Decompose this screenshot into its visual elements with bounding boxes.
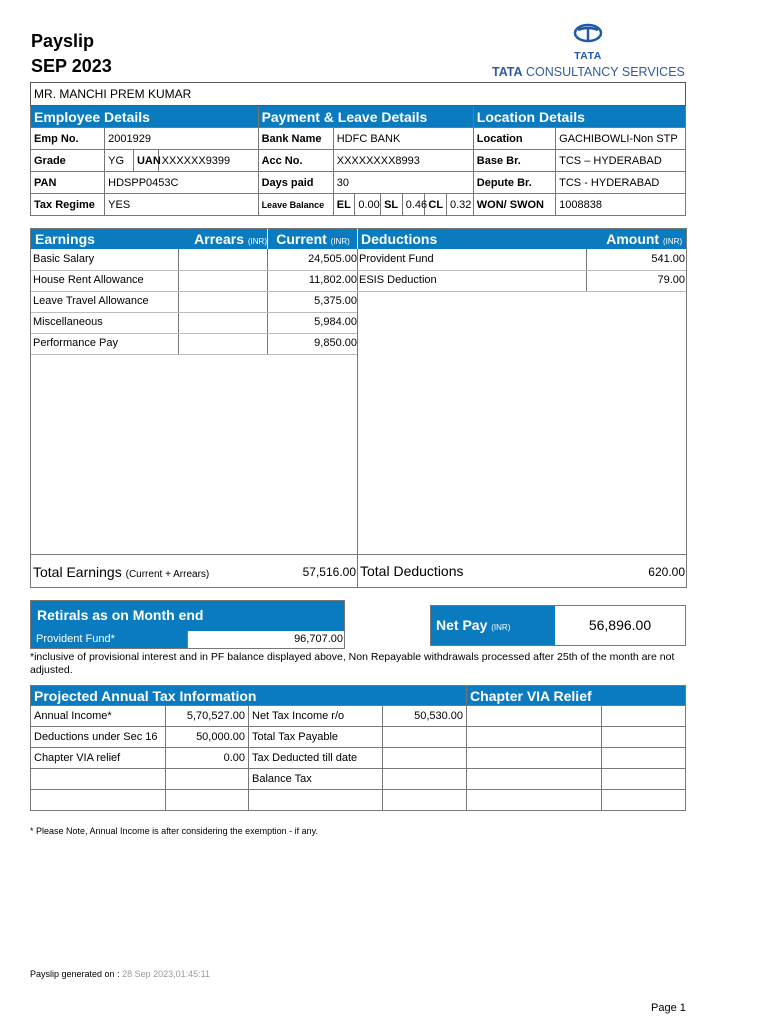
emp-no-value: 2001929 bbox=[105, 128, 258, 150]
employee-details-table bbox=[30, 82, 686, 216]
pan-label: PAN bbox=[31, 172, 105, 194]
el-value: 0.00 bbox=[355, 194, 381, 216]
page-number: Page 1 bbox=[651, 1002, 686, 1014]
employee-details-header: Employee Details bbox=[31, 106, 259, 128]
pan-value: HDSPP0453C bbox=[105, 172, 258, 194]
earning-row: House Rent Allowance 11,802.00 bbox=[33, 274, 357, 286]
earning-row: Performance Pay 9,850.00 bbox=[33, 337, 357, 349]
tax-info-table bbox=[30, 685, 686, 811]
base-branch-label: Base Br. bbox=[473, 150, 555, 172]
leave-balance-label: Leave Balance bbox=[258, 194, 333, 216]
deductions-header: Deductions bbox=[357, 229, 594, 249]
tax-row: Annual Income* 5,70,527.00 Net Tax Income r/o 50,530.00 bbox=[31, 706, 686, 727]
tax-regime-label: Tax Regime bbox=[31, 194, 105, 216]
tax-info-header: Projected Annual Tax Information bbox=[31, 686, 467, 706]
tax-row: Balance Tax bbox=[31, 769, 686, 790]
net-pay-label: Net Pay (INR) bbox=[431, 606, 555, 645]
tax-row: Chapter VIA relief 0.00 Tax Deducted till date bbox=[31, 748, 686, 769]
generated-timestamp: 28 Sep 2023,01:45:11 bbox=[122, 969, 210, 979]
uan-label: UAN bbox=[133, 150, 158, 172]
chapter-via-header: Chapter VIA Relief bbox=[467, 686, 686, 706]
grade-value: YG bbox=[105, 150, 134, 172]
generated-on: Payslip generated on : 28 Sep 2023,01:45:11 bbox=[30, 969, 210, 979]
tax-row: Deductions under Sec 16 50,000.00 Total Tax Payable bbox=[31, 727, 686, 748]
cl-label: CL bbox=[425, 194, 447, 216]
deduction-row: ESIS Deduction 79.00 bbox=[359, 274, 685, 286]
base-branch-value: TCS – HYDERABAD bbox=[556, 150, 686, 172]
earnings-header: Earnings bbox=[31, 229, 182, 249]
location-label: Location bbox=[473, 128, 555, 150]
won-swon-label: WON/ SWON bbox=[473, 194, 555, 216]
tax-regime-value: YES bbox=[105, 194, 258, 216]
deduction-row: Provident Fund 541.00 bbox=[359, 253, 685, 265]
payslip-period: SEP 2023 bbox=[31, 56, 112, 76]
employee-name: MR. MANCHI PREM KUMAR bbox=[31, 83, 686, 106]
earning-row: Leave Travel Allowance 5,375.00 bbox=[33, 295, 357, 307]
bank-name-label: Bank Name bbox=[258, 128, 333, 150]
company-logo bbox=[492, 22, 684, 82]
current-header: Current (INR) bbox=[267, 229, 358, 249]
emp-no-label: Emp No. bbox=[31, 128, 105, 150]
depute-branch-label: Depute Br. bbox=[473, 172, 555, 194]
uan-value: XXXXXX9399 bbox=[158, 150, 258, 172]
cl-value: 0.32 bbox=[447, 194, 474, 216]
total-earnings-value: 57,516.00 bbox=[302, 565, 356, 579]
retirals-header: Retirals as on Month end bbox=[31, 601, 344, 631]
sl-value: 0.46 bbox=[402, 194, 425, 216]
depute-branch-value: TCS - HYDERABAD bbox=[556, 172, 686, 194]
logo-wordmark: TATA bbox=[574, 50, 602, 62]
location-details-header: Location Details bbox=[473, 106, 685, 128]
total-earnings-label: Total Earnings (Current + Arrears) bbox=[33, 564, 210, 580]
earnings-deductions-panel bbox=[30, 228, 687, 588]
company-name: TATA CONSULTANCY SERVICES bbox=[492, 65, 685, 79]
el-label: EL bbox=[333, 194, 355, 216]
total-deductions-label: Total Deductions bbox=[360, 563, 464, 579]
retirals-note: *inclusive of provisional interest and in PF balance displayed above, Non Repayable withdrawals processed after 25th of the month are not adjusted. bbox=[30, 651, 675, 676]
grade-label: Grade bbox=[31, 150, 105, 172]
totals-row bbox=[31, 554, 686, 588]
provident-fund-value: 96,707.00 bbox=[187, 631, 343, 648]
provident-fund-label: Provident Fund* bbox=[31, 631, 187, 648]
tax-row bbox=[31, 790, 686, 811]
amount-header: Amount (INR) bbox=[586, 229, 686, 249]
won-swon-value: 1008838 bbox=[556, 194, 686, 216]
retirals-panel bbox=[30, 600, 345, 649]
payslip-title: Payslip bbox=[31, 31, 95, 51]
tata-logo-icon bbox=[492, 22, 684, 52]
arrears-header: Arrears (INR) bbox=[182, 229, 267, 249]
acc-no-label: Acc No. bbox=[258, 150, 333, 172]
annual-income-note: * Please Note, Annual Income is after considering the exemption - if any. bbox=[30, 826, 318, 836]
earning-row: Miscellaneous 5,984.00 bbox=[33, 316, 357, 328]
payment-leave-header: Payment & Leave Details bbox=[258, 106, 473, 128]
location-value: GACHIBOWLI-Non STP bbox=[556, 128, 686, 150]
acc-no-value: XXXXXXXX8993 bbox=[333, 150, 473, 172]
earning-row: Basic Salary 24,505.00 bbox=[33, 253, 357, 265]
total-deductions-value: 620.00 bbox=[648, 565, 685, 579]
sl-label: SL bbox=[381, 194, 403, 216]
days-paid-label: Days paid bbox=[258, 172, 333, 194]
bank-name-value: HDFC BANK bbox=[333, 128, 473, 150]
net-pay-value: 56,896.00 bbox=[588, 617, 652, 633]
net-pay-panel bbox=[430, 605, 686, 646]
days-paid-value: 30 bbox=[333, 172, 473, 194]
